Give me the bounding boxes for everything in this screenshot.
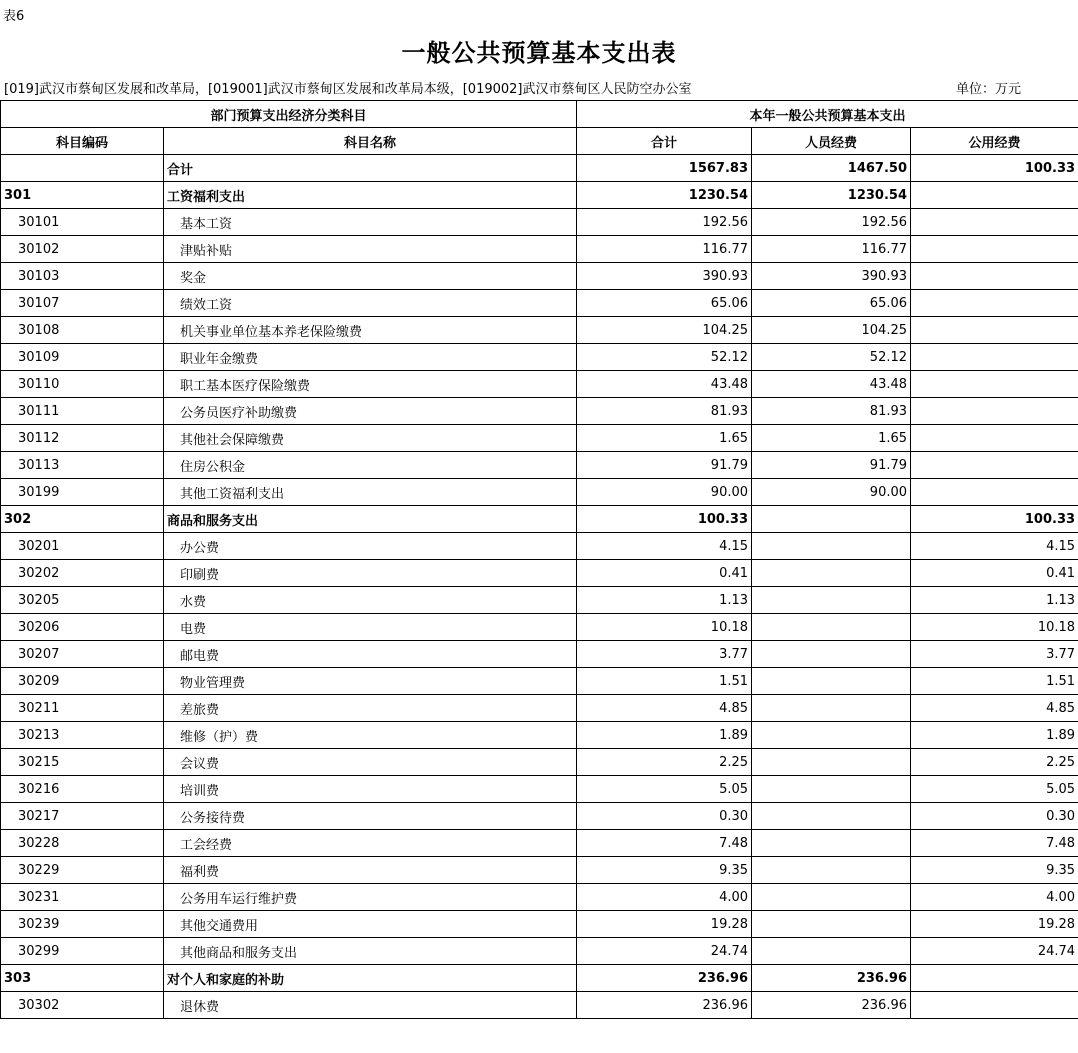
row-code: 30239 — [1, 911, 164, 938]
header-public: 公用经费 — [911, 128, 1078, 155]
row-personnel — [752, 560, 911, 587]
row-public — [911, 236, 1078, 263]
row-personnel — [752, 749, 911, 776]
table-row — [1, 641, 1078, 668]
row-public — [911, 965, 1078, 992]
row-public — [911, 209, 1078, 236]
row-name: 津贴补贴 — [164, 236, 577, 263]
row-code: 30216 — [1, 776, 164, 803]
row-personnel: 104.25 — [752, 317, 911, 344]
row-code: 30302 — [1, 992, 164, 1019]
row-public: 1.13 — [911, 587, 1078, 614]
row-personnel: 52.12 — [752, 344, 911, 371]
row-total: 10.18 — [577, 614, 752, 641]
row-code — [1, 155, 164, 182]
row-name: 住房公积金 — [164, 452, 577, 479]
row-total: 390.93 — [577, 263, 752, 290]
row-code: 30101 — [1, 209, 164, 236]
row-personnel — [752, 506, 911, 533]
row-total: 100.33 — [577, 506, 752, 533]
header-personnel: 人员经费 — [752, 128, 911, 155]
row-personnel — [752, 722, 911, 749]
row-public: 4.85 — [911, 695, 1078, 722]
row-total: 236.96 — [577, 965, 752, 992]
row-personnel: 65.06 — [752, 290, 911, 317]
row-total: 2.25 — [577, 749, 752, 776]
row-name: 培训费 — [164, 776, 577, 803]
row-total: 7.48 — [577, 830, 752, 857]
row-total: 236.96 — [577, 992, 752, 1019]
row-code: 30205 — [1, 587, 164, 614]
row-name: 对个人和家庭的补助 — [164, 965, 577, 992]
row-personnel: 1230.54 — [752, 182, 911, 209]
row-personnel — [752, 614, 911, 641]
table-row — [1, 938, 1078, 965]
row-personnel — [752, 533, 911, 560]
row-code: 30113 — [1, 452, 164, 479]
row-public — [911, 344, 1078, 371]
row-personnel: 91.79 — [752, 452, 911, 479]
row-code: 30108 — [1, 317, 164, 344]
row-name: 差旅费 — [164, 695, 577, 722]
table-row — [1, 587, 1078, 614]
row-public: 24.74 — [911, 938, 1078, 965]
row-public — [911, 398, 1078, 425]
header-total: 合计 — [577, 128, 752, 155]
header-code: 科目编码 — [1, 128, 164, 155]
row-total: 91.79 — [577, 452, 752, 479]
row-total: 4.85 — [577, 695, 752, 722]
row-total: 1.51 — [577, 668, 752, 695]
row-code: 30110 — [1, 371, 164, 398]
row-name: 物业管理费 — [164, 668, 577, 695]
row-total: 65.06 — [577, 290, 752, 317]
row-public: 7.48 — [911, 830, 1078, 857]
row-name: 职业年金缴费 — [164, 344, 577, 371]
table-number: 表6 — [3, 9, 25, 24]
table-row — [1, 695, 1078, 722]
row-code: 30206 — [1, 614, 164, 641]
table-row — [1, 371, 1078, 398]
table-row — [1, 749, 1078, 776]
row-name: 合计 — [164, 155, 577, 182]
row-total: 19.28 — [577, 911, 752, 938]
row-total: 90.00 — [577, 479, 752, 506]
row-personnel — [752, 641, 911, 668]
row-total: 3.77 — [577, 641, 752, 668]
page-title: 一般公共预算基本支出表 — [401, 38, 677, 67]
row-code: 301 — [1, 182, 164, 209]
table-row — [1, 479, 1078, 506]
row-name: 工会经费 — [164, 830, 577, 857]
row-name: 维修（护）费 — [164, 722, 577, 749]
row-public — [911, 263, 1078, 290]
row-total: 5.05 — [577, 776, 752, 803]
row-name: 商品和服务支出 — [164, 506, 577, 533]
row-public — [911, 452, 1078, 479]
row-total: 52.12 — [577, 344, 752, 371]
row-total: 1230.54 — [577, 182, 752, 209]
row-public — [911, 992, 1078, 1019]
row-code: 30207 — [1, 641, 164, 668]
table-row — [1, 182, 1078, 209]
row-public — [911, 479, 1078, 506]
table-row — [1, 965, 1078, 992]
row-code: 30231 — [1, 884, 164, 911]
row-personnel: 1.65 — [752, 425, 911, 452]
table-row — [1, 911, 1078, 938]
table-row — [1, 452, 1078, 479]
budget-table — [0, 100, 1078, 1019]
table-row — [1, 857, 1078, 884]
row-personnel: 81.93 — [752, 398, 911, 425]
row-public — [911, 290, 1078, 317]
table-row — [1, 722, 1078, 749]
row-personnel — [752, 884, 911, 911]
row-total: 1.65 — [577, 425, 752, 452]
row-total: 116.77 — [577, 236, 752, 263]
row-code: 30111 — [1, 398, 164, 425]
row-code: 30201 — [1, 533, 164, 560]
row-code: 30112 — [1, 425, 164, 452]
row-public: 0.41 — [911, 560, 1078, 587]
table-row — [1, 884, 1078, 911]
row-personnel: 390.93 — [752, 263, 911, 290]
row-public: 5.05 — [911, 776, 1078, 803]
table-row — [1, 317, 1078, 344]
row-name: 邮电费 — [164, 641, 577, 668]
row-code: 30211 — [1, 695, 164, 722]
row-personnel — [752, 803, 911, 830]
row-personnel — [752, 911, 911, 938]
row-name: 退休费 — [164, 992, 577, 1019]
header-group-right: 本年一般公共预算基本支出 — [577, 101, 1078, 128]
row-name: 机关事业单位基本养老保险缴费 — [164, 317, 577, 344]
row-code: 30209 — [1, 668, 164, 695]
row-total: 192.56 — [577, 209, 752, 236]
row-total: 43.48 — [577, 371, 752, 398]
row-code: 30102 — [1, 236, 164, 263]
row-public: 100.33 — [911, 506, 1078, 533]
row-total: 24.74 — [577, 938, 752, 965]
row-public — [911, 317, 1078, 344]
row-code: 30103 — [1, 263, 164, 290]
row-public: 1.51 — [911, 668, 1078, 695]
row-public: 4.15 — [911, 533, 1078, 560]
row-public — [911, 182, 1078, 209]
row-personnel: 236.96 — [752, 992, 911, 1019]
header-group-left: 部门预算支出经济分类科目 — [1, 101, 577, 128]
header-row — [1, 128, 1078, 155]
row-code: 302 — [1, 506, 164, 533]
row-personnel — [752, 776, 911, 803]
table-row — [1, 236, 1078, 263]
row-personnel: 43.48 — [752, 371, 911, 398]
unit-label: 单位：万元 — [956, 82, 1022, 97]
row-public: 3.77 — [911, 641, 1078, 668]
unit-list: [019]武汉市蔡甸区发展和改革局，[019001]武汉市蔡甸区发展和改革局本级，[019002]武汉市蔡甸区人民防空办公室 — [4, 82, 692, 97]
table-row — [1, 560, 1078, 587]
row-personnel: 192.56 — [752, 209, 911, 236]
row-code: 30213 — [1, 722, 164, 749]
table-row — [1, 776, 1078, 803]
row-public — [911, 425, 1078, 452]
row-public — [911, 371, 1078, 398]
row-name: 公务接待费 — [164, 803, 577, 830]
row-personnel — [752, 938, 911, 965]
row-personnel: 90.00 — [752, 479, 911, 506]
row-name: 水费 — [164, 587, 577, 614]
row-name: 职工基本医疗保险缴费 — [164, 371, 577, 398]
table-row — [1, 506, 1078, 533]
row-public: 2.25 — [911, 749, 1078, 776]
row-public: 19.28 — [911, 911, 1078, 938]
row-code: 30109 — [1, 344, 164, 371]
table-row — [1, 290, 1078, 317]
row-personnel — [752, 695, 911, 722]
row-personnel — [752, 587, 911, 614]
header-name: 科目名称 — [164, 128, 577, 155]
row-name: 奖金 — [164, 263, 577, 290]
row-public: 100.33 — [911, 155, 1078, 182]
row-total: 0.30 — [577, 803, 752, 830]
row-public: 4.00 — [911, 884, 1078, 911]
row-total: 4.15 — [577, 533, 752, 560]
row-name: 其他交通费用 — [164, 911, 577, 938]
row-public: 1.89 — [911, 722, 1078, 749]
row-personnel — [752, 857, 911, 884]
row-code: 303 — [1, 965, 164, 992]
row-public: 10.18 — [911, 614, 1078, 641]
row-name: 工资福利支出 — [164, 182, 577, 209]
row-personnel — [752, 830, 911, 857]
row-personnel: 236.96 — [752, 965, 911, 992]
row-name: 印刷费 — [164, 560, 577, 587]
row-public: 0.30 — [911, 803, 1078, 830]
row-code: 30217 — [1, 803, 164, 830]
table-row — [1, 263, 1078, 290]
table-row — [1, 614, 1078, 641]
row-name: 福利费 — [164, 857, 577, 884]
table-row — [1, 155, 1078, 182]
table-row — [1, 803, 1078, 830]
row-total: 9.35 — [577, 857, 752, 884]
row-name: 其他工资福利支出 — [164, 479, 577, 506]
row-name: 公务用车运行维护费 — [164, 884, 577, 911]
table-row — [1, 425, 1078, 452]
row-code: 30215 — [1, 749, 164, 776]
table-row — [1, 668, 1078, 695]
row-name: 基本工资 — [164, 209, 577, 236]
table-row — [1, 533, 1078, 560]
row-total: 4.00 — [577, 884, 752, 911]
row-personnel: 116.77 — [752, 236, 911, 263]
header-group-row — [1, 101, 1078, 128]
row-code: 30229 — [1, 857, 164, 884]
table-row — [1, 830, 1078, 857]
row-total: 0.41 — [577, 560, 752, 587]
row-total: 1.13 — [577, 587, 752, 614]
row-name: 绩效工资 — [164, 290, 577, 317]
row-name: 公务员医疗补助缴费 — [164, 398, 577, 425]
row-total: 1.89 — [577, 722, 752, 749]
table-row — [1, 992, 1078, 1019]
row-name: 其他商品和服务支出 — [164, 938, 577, 965]
row-code: 30202 — [1, 560, 164, 587]
row-name: 会议费 — [164, 749, 577, 776]
row-code: 30228 — [1, 830, 164, 857]
row-public: 9.35 — [911, 857, 1078, 884]
row-name: 电费 — [164, 614, 577, 641]
row-name: 办公费 — [164, 533, 577, 560]
row-personnel: 1467.50 — [752, 155, 911, 182]
row-total: 81.93 — [577, 398, 752, 425]
row-code: 30199 — [1, 479, 164, 506]
table-row — [1, 398, 1078, 425]
table-row — [1, 344, 1078, 371]
table-row — [1, 209, 1078, 236]
row-total: 104.25 — [577, 317, 752, 344]
row-personnel — [752, 668, 911, 695]
row-name: 其他社会保障缴费 — [164, 425, 577, 452]
row-total: 1567.83 — [577, 155, 752, 182]
row-code: 30299 — [1, 938, 164, 965]
row-code: 30107 — [1, 290, 164, 317]
